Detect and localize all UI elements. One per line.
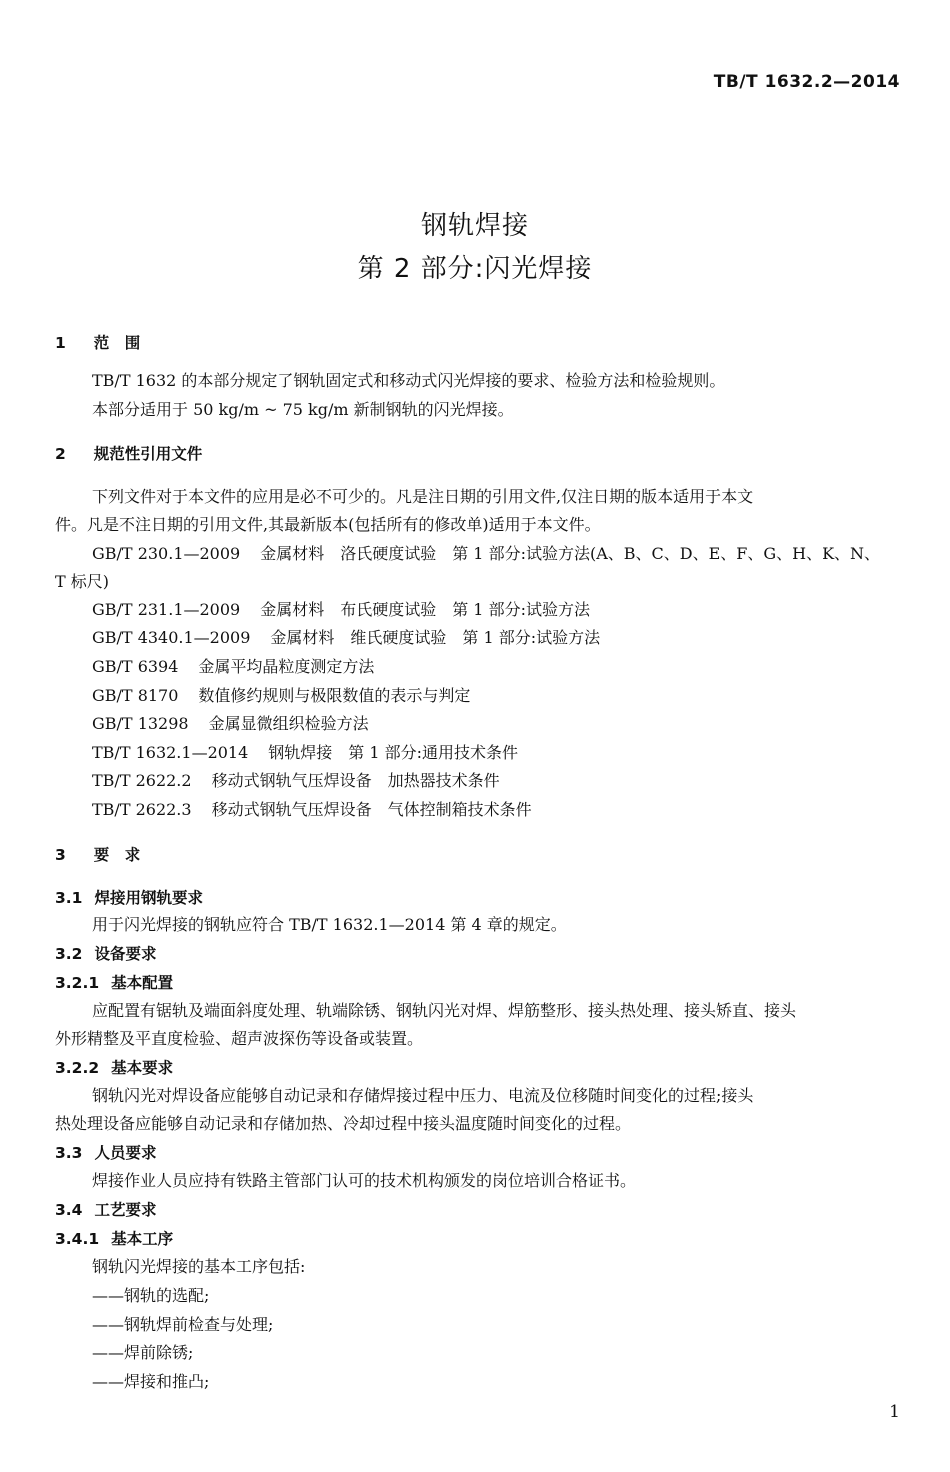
- reference-code: GB/T 6394: [92, 657, 179, 676]
- section-title: 基本工序: [111, 1230, 174, 1248]
- section-title: 基本要求: [111, 1059, 174, 1077]
- reference-item: [92, 657, 374, 677]
- reference-code: TB/T 2622.3: [92, 800, 192, 819]
- section-number: 3.2: [55, 945, 83, 963]
- section-number: 1: [55, 334, 66, 352]
- section-title: 焊接用钢轨要求: [94, 889, 203, 907]
- section-number: 2: [55, 445, 66, 463]
- section-title: 设备要求: [94, 945, 157, 963]
- section-title: 人员要求: [94, 1144, 157, 1162]
- paragraph: 用于闪光焊接的钢轨应符合 TB/T 1632.1—2014 第 4 章的规定。: [92, 915, 567, 934]
- document-subtitle: 第 2 部分:闪光焊接: [357, 254, 593, 284]
- subsection-3-4-heading: [55, 1200, 156, 1220]
- reference-item: [92, 800, 532, 820]
- reference-item: [92, 771, 500, 791]
- subsection-3-2-1-heading: [55, 973, 173, 993]
- standard-number: TB/T 1632.2—2014: [713, 72, 900, 92]
- section-2-heading: [55, 444, 202, 464]
- page-number: 1: [889, 1402, 900, 1422]
- reference-title: 钢轨焊接 第 1 部分:通用技术条件: [268, 743, 519, 762]
- section-number: 3.2.1: [55, 974, 100, 992]
- reference-continuation: T 标尺): [55, 572, 110, 591]
- reference-title: 金属材料 洛氏硬度试验 第 1 部分:试验方法(A、B、C、D、E、F、G、H、K、N、: [260, 544, 881, 563]
- reference-code: TB/T 2622.2: [92, 771, 192, 790]
- reference-code: TB/T 1632.1—2014: [92, 743, 249, 762]
- paragraph: 焊接作业人员应持有铁路主管部门认可的技术机构颁发的岗位培训合格证书。: [92, 1171, 637, 1190]
- paragraph: 下列文件对于本文件的应用是必不可少的。凡是注日期的引用文件,仅注日期的版本适用于本文: [92, 487, 754, 506]
- reference-code: GB/T 230.1—2009: [92, 544, 241, 563]
- section-number: 3.1: [55, 889, 83, 907]
- section-number: 3: [55, 846, 66, 864]
- section-title: 基本配置: [111, 974, 174, 992]
- subsection-3-3-heading: [55, 1143, 156, 1163]
- list-item: ——焊前除锈;: [92, 1343, 194, 1362]
- reference-code: GB/T 4340.1—2009: [92, 628, 251, 647]
- reference-title: 移动式钢轨气压焊设备 加热器技术条件: [211, 771, 500, 790]
- subsection-3-1-heading: [55, 888, 203, 908]
- paragraph: 钢轨闪光对焊设备应能够自动记录和存储焊接过程中压力、电流及位移随时间变化的过程;接头: [92, 1086, 754, 1105]
- paragraph: TB/T 1632 的本部分规定了钢轨固定式和移动式闪光焊接的要求、检验方法和检验规则。: [92, 371, 726, 390]
- paragraph: 钢轨闪光焊接的基本工序包括:: [92, 1257, 306, 1276]
- reference-title: 数值修约规则与极限数值的表示与判定: [198, 686, 471, 705]
- reference-code: GB/T 231.1—2009: [92, 600, 241, 619]
- section-number: 3.4: [55, 1201, 83, 1219]
- paragraph-continuation: 件。凡是不注日期的引用文件,其最新版本(包括所有的修改单)适用于本文件。: [55, 515, 601, 534]
- subsection-3-2-2-heading: [55, 1058, 173, 1078]
- section-number: 3.4.1: [55, 1230, 100, 1248]
- section-title: 要 求: [93, 846, 141, 864]
- section-number: 3.3: [55, 1144, 83, 1162]
- reference-title: 金属显微组织检验方法: [208, 714, 369, 733]
- reference-code: GB/T 8170: [92, 686, 179, 705]
- list-item: ——焊接和推凸;: [92, 1372, 210, 1391]
- paragraph-continuation: 外形精整及平直度检验、超声波探伤等设备或装置。: [55, 1029, 424, 1048]
- reference-title: 金属材料 布氏硬度试验 第 1 部分:试验方法: [260, 600, 590, 619]
- reference-item: [92, 686, 470, 706]
- section-number: 3.2.2: [55, 1059, 100, 1077]
- list-item: ——钢轨的选配;: [92, 1286, 210, 1305]
- paragraph-continuation: 热处理设备应能够自动记录和存储加热、冷却过程中接头温度随时间变化的过程。: [55, 1114, 632, 1133]
- section-1-heading: [55, 333, 140, 353]
- section-title: 工艺要求: [94, 1201, 157, 1219]
- section-title: 范 围: [93, 334, 141, 352]
- reference-item: [92, 600, 590, 620]
- section-3-heading: [55, 845, 140, 865]
- reference-code: GB/T 13298: [92, 714, 189, 733]
- subsection-3-4-1-heading: [55, 1229, 173, 1249]
- list-item: ——钢轨焊前检查与处理;: [92, 1315, 274, 1334]
- paragraph: 本部分适用于 50 kg/m ~ 75 kg/m 新制钢轨的闪光焊接。: [92, 400, 514, 419]
- reference-item: [92, 544, 880, 564]
- subsection-3-2-heading: [55, 944, 156, 964]
- reference-item: [92, 743, 518, 763]
- paragraph: 应配置有锯轨及端面斜度处理、轨端除锈、钢轨闪光对焊、焊筋整形、接头热处理、接头矫直、接头: [92, 1001, 797, 1020]
- reference-title: 金属平均晶粒度测定方法: [198, 657, 375, 676]
- reference-title: 金属材料 维氏硬度试验 第 1 部分:试验方法: [270, 628, 601, 647]
- reference-item: [92, 628, 600, 648]
- reference-title: 移动式钢轨气压焊设备 气体控制箱技术条件: [211, 800, 532, 819]
- document-title: 钢轨焊接: [420, 211, 529, 241]
- reference-item: [92, 714, 369, 734]
- section-title: 规范性引用文件: [93, 445, 203, 463]
